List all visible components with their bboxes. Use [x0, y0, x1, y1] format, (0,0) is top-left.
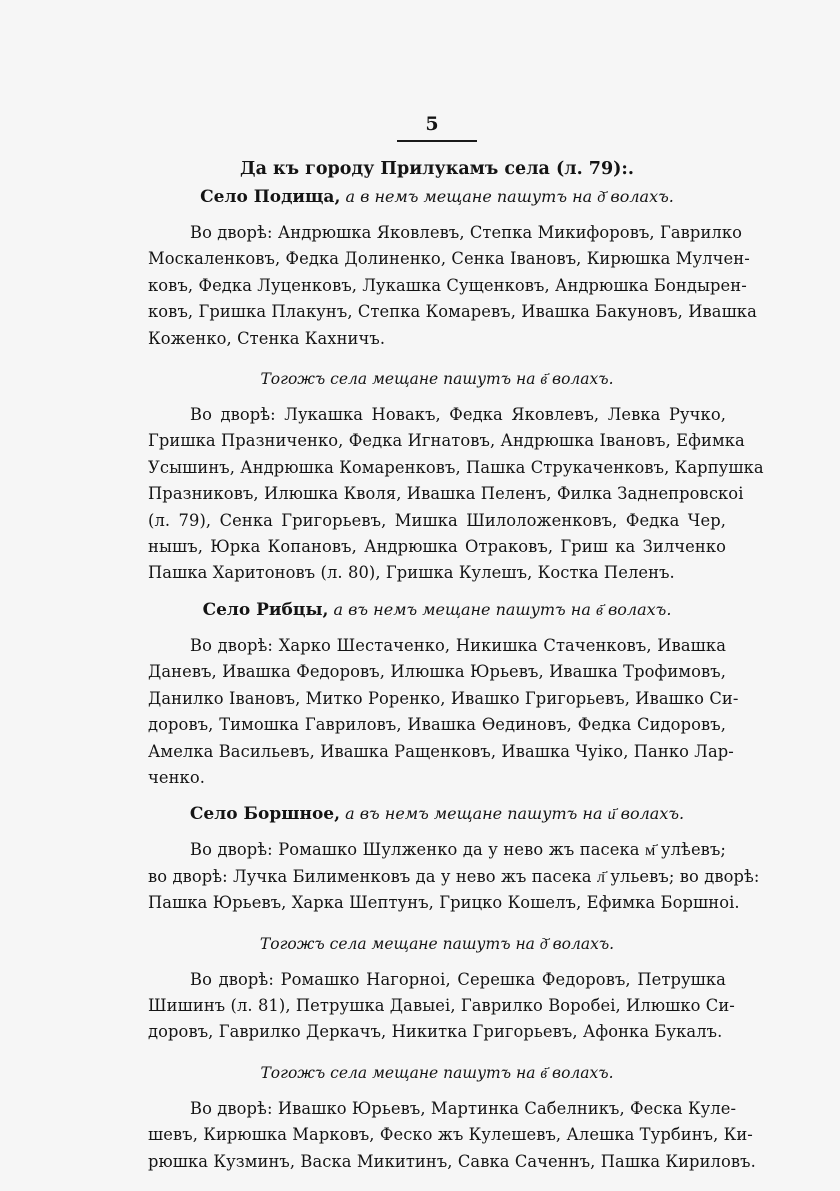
- village-name: Село Рибцы,: [202, 599, 329, 620]
- text-line: Во дворѣ: Ромашко Шулженко да у нево жъ пасека м҃ улѣевъ;: [190, 840, 726, 860]
- paragraph: [148, 1096, 756, 1175]
- text-line: Пашка Юрьевъ, Харка Шептунъ, Грицко Кошелъ, Ефимка Боршноі.: [148, 893, 740, 913]
- text-line: во дворѣ: Лучка Билименковъ да у нево жъ пасека л҃ ульевъ; во дворѣ:: [148, 866, 760, 886]
- text-line: Во дворѣ: Андрюшка Яковлевъ, Степка Микифоровъ, Гаврилко: [190, 223, 743, 242]
- page-number-rule: [397, 140, 477, 142]
- text-line: Во дворѣ: Ивашко Юрьевъ, Мартинка Сабелникъ, Феска Куле-: [190, 1098, 737, 1118]
- text-line: рюшка Кузминъ, Васка Микитинъ, Савка Саченнъ, Пашка Кириловъ.: [148, 1151, 756, 1171]
- main-heading: Да къ городу Прилукамъ села (л. 79):.: [240, 159, 634, 179]
- paragraph: [148, 402, 764, 587]
- paragraph: [148, 633, 739, 791]
- text-line: Амелка Васильевъ, Ивашка Ращенковъ, Ивашка Чуіко, Панко Лар-: [148, 741, 734, 761]
- text-line: Усышинъ, Андрюшка Комаренковъ, Пашка Струкаченковъ, Карпушка: [148, 457, 764, 477]
- village-heading-tail: а в немъ мещане пашутъ на д҃ волахъ.: [340, 187, 674, 206]
- text-line: Пашка Харитоновъ (л. 80), Гришка Кулешъ, Костка Пеленъ.: [148, 563, 675, 583]
- document-page: [148, 110, 764, 1175]
- text-line: ковъ, Федка Луценковъ, Лукашка Сущенковъ, Андрюшка Бондырен-: [148, 275, 747, 295]
- text-line: доровъ, Гаврилко Деркачъ, Никитка Григорьевъ, Афонка Букалъ.: [148, 1022, 723, 1042]
- text-line: (л. 79), Сенка Григорьевъ, Мишка Шилоложенковъ, Федка Чер,: [148, 510, 726, 530]
- paragraph: [148, 220, 757, 352]
- text-line: Москаленковъ, Федка Долиненко, Сенка Івановъ, Кирюшка Мулчен-: [148, 249, 750, 269]
- text-line: Во дворѣ: Лукашка Новакъ, Федка Яковлевъ, Левка Ручко,: [190, 405, 726, 425]
- text-line: Празниковъ, Илюшка Кволя, Ивашка Пеленъ, Филка Заднепровскоі: [148, 484, 744, 504]
- village-heading-borshnoe: [148, 801, 726, 827]
- subheading: Тогожъ села мещане пашутъ на д҃ волахъ.: [259, 934, 615, 953]
- text-line: Шишинъ (л. 81), Петрушка Давыеі, Гаврилко Воробеі, Илюшко Си-: [148, 995, 735, 1015]
- village-heading-tail: а въ немъ мещане пашутъ на в҃ волахъ.: [328, 599, 672, 619]
- text-line: Коженко, Стенка Кахничъ.: [148, 328, 386, 348]
- village-name: Село Подища,: [200, 187, 341, 207]
- text-line: нышъ, Юрка Копановъ, Андрюшка Отраковъ, Гриш ка Зилченко: [148, 537, 726, 557]
- text-line: шевъ, Кирюшка Марковъ, Феско жъ Кулешевъ, Алешка Турбинъ, Ки-: [148, 1125, 753, 1145]
- text-line: Даневъ, Ивашка Федоровъ, Илюшка Юрьевъ, Ивашка Трофимовъ,: [148, 662, 726, 682]
- subheading: Тогожъ села мещане пашутъ на в҃ волахъ.: [260, 1063, 614, 1082]
- village-name: Село Боршное,: [189, 804, 341, 825]
- text-line: ченко.: [148, 767, 206, 787]
- text-line: Гришка Празниченко, Федка Игнатовъ, Андрюшка Івановъ, Ефимка: [148, 431, 745, 451]
- text-line: Данилко Івановъ, Митко Роренко, Ивашко Григорьевъ, Ивашко Си-: [148, 688, 739, 708]
- text-line: ковъ, Гришка Плакунъ, Степка Комаревъ, Ивашка Бакуновъ, Ивашка: [148, 302, 757, 322]
- page-number: 5: [425, 113, 439, 135]
- text-line: Во дворѣ: Харко Шестаченко, Никишка Стаченковъ, Ивашка: [190, 635, 726, 655]
- text-line: доровъ, Тимошка Гавриловъ, Ивашка Ѳединовъ, Федка Сидоровъ,: [148, 715, 726, 735]
- paragraph: [148, 967, 735, 1046]
- village-heading-tail: а въ немъ мещане пашутъ на и҃ волахъ.: [340, 804, 685, 824]
- text-line: Во дворѣ: Ромашко Нагорноі, Серешка Федоровъ, Петрушка: [190, 969, 726, 989]
- paragraph: [148, 837, 760, 916]
- village-heading-ribtsy: [148, 597, 726, 623]
- subheading: Тогожъ села мещане пашутъ на в҃ волахъ.: [260, 370, 614, 389]
- village-heading-podishcha: [148, 184, 726, 210]
